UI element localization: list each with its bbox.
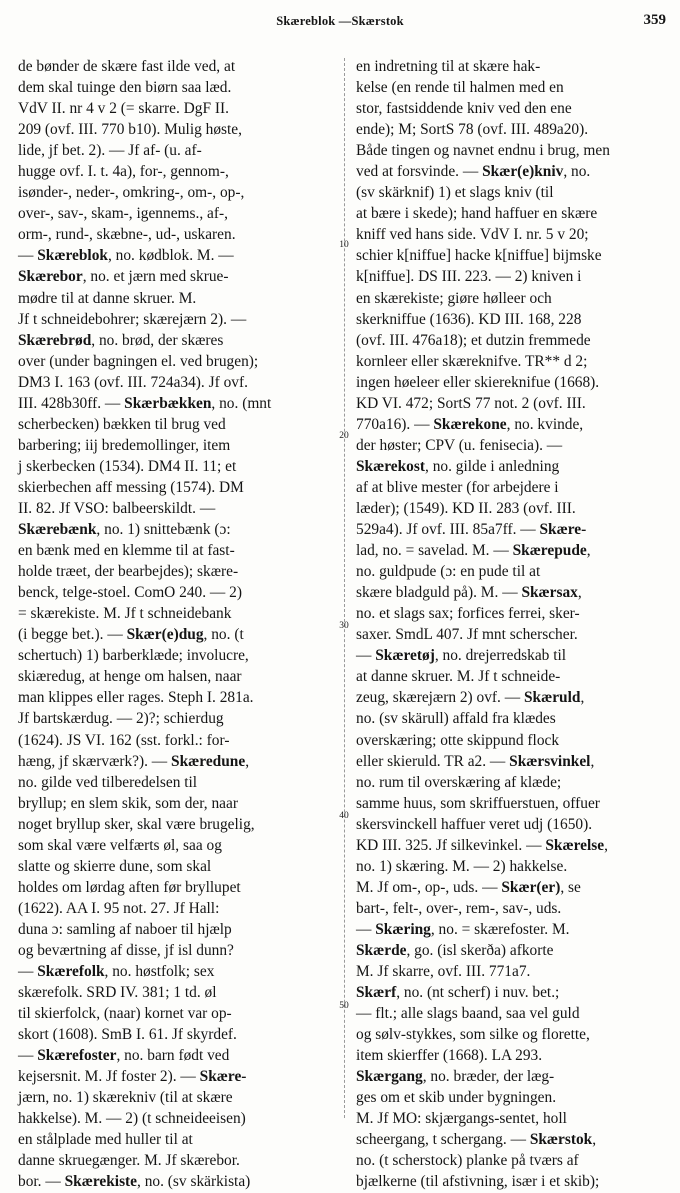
text-line: Skærebor, no. et jærn med skrue-	[18, 268, 229, 286]
text-line: skiæredug, at henge om halsen, naar	[18, 668, 242, 686]
text-line: skerkniffue (1636). KD III. 168, 228	[356, 310, 582, 328]
headword: Skæreblok	[37, 247, 108, 265]
text-line: holde træet, der bearbejdes); skære-	[18, 563, 239, 581]
text-line: hæng, jf skærværk?). — Skæredune,	[18, 752, 250, 770]
text-line: Skærekost, no. gilde i anledning	[356, 457, 560, 475]
text-line: Skærgang, no. bræder, der læg-	[356, 1068, 555, 1086]
headword: Skærepude	[512, 542, 587, 560]
text-line: de bønder de skære fast ilde ved, at	[18, 58, 236, 75]
text-line: kornleer eller skæreknifve. TR** d 2;	[356, 352, 588, 370]
text-line: slatte og skierre dune, som skal	[18, 857, 212, 875]
text-line: og sølv-stykkes, som silke og florette,	[356, 1026, 590, 1044]
text-line: skort (1608). SmB I. 61. Jf skyrdef.	[18, 1026, 237, 1044]
text-line: som skal være velfærts øl, saa og	[18, 836, 222, 854]
text-line: isønder-, neder-, omkring-, om-, op-,	[18, 184, 245, 202]
text-line: KD VI. 472; SortS 77 not. 2 (ovf. III.	[356, 394, 586, 412]
text-line: 529a4). Jf ovf. III. 85a7ff. — Skære-	[356, 521, 587, 539]
text-line: en skærekiste; giøre hølleer och	[356, 289, 552, 307]
headword: Skæredune	[171, 752, 246, 770]
headword: Skærebænk	[18, 521, 97, 539]
text-line: ges om et skib under bygningen.	[356, 1089, 557, 1107]
right-column	[356, 56, 667, 1191]
text-line: mødre til at danne skruer. M.	[18, 289, 197, 307]
text-line: schier k[niffue] hacke k[niffue] bijmske	[356, 247, 602, 265]
headword: Skære-	[539, 521, 587, 539]
text-line: (1624). JS VI. 162 (sst. forkl.: for-	[18, 731, 230, 749]
text-line: at bære i skede); hand haffuer en skære	[356, 205, 598, 223]
text-line: bart-, felt-, over-, rem-, sav-, uds.	[356, 899, 562, 917]
text-line: bjælkerne (til afstivning, især i et skib);	[356, 1173, 600, 1191]
line-number: 10	[339, 240, 349, 250]
page-header	[0, 14, 680, 34]
text-line: — flt.; alle slags baand, saa vel guld	[356, 1005, 580, 1023]
headword: Skærbækken	[124, 394, 212, 412]
text-line: barbering; iij bredemollinger, item	[18, 436, 231, 454]
text-line: skære bladguld på). M. — Skærsax,	[356, 584, 582, 602]
text-line: eller skieruld. TR a2. — Skærsvinkel,	[356, 752, 595, 770]
text-line: zeug, skærejærn 2) ovf. — Skæruld,	[356, 689, 585, 707]
line-number: 20	[339, 431, 349, 441]
text-line: duna ɔ: samling af naboer til hjælp	[18, 920, 232, 938]
text-line: kniff ved hans side. VdV I. nr. 5 v 20;	[356, 226, 589, 244]
text-line: no. gilde ved tilberedelsen til	[18, 773, 198, 791]
text-line: = skærekiste. M. Jf t schneidebank	[18, 605, 232, 623]
text-line: item skierffer (1668). LA 293.	[356, 1047, 543, 1065]
text-line: en indretning til at skære hak-	[356, 58, 541, 75]
text-line: af at blive mester (for arbejdere i	[356, 478, 559, 496]
text-line: ingen høeleer eller skiereknifue (1668).	[356, 373, 600, 391]
text-line: danne skruegænger. M. Jf skærebor.	[18, 1152, 240, 1170]
headword: Skærekiste	[64, 1173, 138, 1191]
text-line: over (under bagningen el. ved brugen);	[18, 352, 259, 370]
text-line: ved at forsvinde. — Skær(e)kniv, no.	[356, 163, 591, 181]
headword: Skærekost	[356, 457, 425, 475]
text-line: stor, fastsiddende kniv ved den ene	[356, 100, 572, 118]
text-line: no. et slags sax; forfices ferrei, sker-	[356, 605, 580, 623]
text-line: Både tingen og navnet endnu i brug, men	[356, 142, 610, 160]
text-line: læder); (1549). KD II. 283 (ovf. III.	[356, 499, 576, 517]
text-line: Skærebænk, no. 1) snittebænk (ɔ:	[18, 521, 231, 539]
text-line: skærefolk. SRD IV. 381; 1 td. øl	[18, 984, 217, 1002]
headword: Skær(e)dug	[126, 626, 204, 644]
text-line: at danne skruer. M. Jf t schneide-	[356, 668, 561, 686]
headword: Skærsax	[521, 584, 578, 602]
text-line: no. rum til overskæring af klæde;	[356, 773, 562, 791]
headword: Skærebor	[18, 268, 83, 286]
text-line: Skærf, no. (nt scherf) i nuv. bet.;	[356, 984, 560, 1002]
text-line: no. 1) skæring. M. — 2) hakkelse.	[356, 857, 568, 875]
text-line: hugge ovf. I. t. 4a), for-, gennom-,	[18, 163, 229, 181]
headword: Skærstok	[529, 1131, 593, 1149]
headword: Skære-	[199, 1068, 247, 1086]
text-line: 770a16). — Skærekone, no. kvinde,	[356, 415, 584, 433]
page-number: 359	[643, 12, 666, 28]
text-line: noget bryllup sker, skal være brugelig,	[18, 815, 255, 833]
text-line: benck, telge-stoel. ComO 240. — 2)	[18, 584, 242, 602]
headword: Skæretøj	[375, 647, 435, 665]
text-line: orm-, rund-, skæbne-, ud-, uskaren.	[18, 226, 236, 244]
text-line: — Skærefolk, no. høstfolk; sex	[18, 963, 215, 981]
text-line: M. Jf om-, op-, uds. — Skær(er), se	[356, 878, 581, 896]
text-line: (ovf. III. 476a18); et dutzin fremmede	[356, 331, 591, 349]
text-line: Skærebrød, no. brød, der skæres	[18, 331, 224, 349]
text-line: saxer. SmdL 407. Jf mnt scherscher.	[356, 626, 578, 644]
text-line: ende); M; SortS 78 (ovf. III. 489a20).	[356, 121, 589, 139]
text-line: hakkelse). M. — 2) (t schneideeisen)	[18, 1110, 246, 1128]
text-line: samme huus, som skriffuerstuen, offuer	[356, 794, 600, 812]
headword: Skærelse	[545, 836, 605, 854]
text-line: KD III. 325. Jf silkevinkel. — Skærelse,	[356, 836, 608, 854]
text-line: DM3 I. 163 (ovf. III. 724a34). Jf ovf.	[18, 373, 248, 391]
line-number: 40	[339, 811, 349, 821]
headword: Skærefolk	[37, 963, 105, 981]
text-line: no. (sv skärull) affald fra klædes	[356, 710, 556, 728]
text-line: en stålplade med huller til at	[18, 1131, 193, 1149]
text-line: scherbecken) bækken til brug ved	[18, 415, 226, 433]
text-line: til skierfolck, (naar) kornet var op-	[18, 1005, 232, 1023]
text-line: bryllup; en slem skik, som der, naar	[18, 794, 238, 812]
text-line: lide, jf bet. 2). — Jf af- (u. af-	[18, 142, 202, 160]
text-line: III. 428b30ff. — Skærbækken, no. (mnt	[18, 394, 272, 412]
text-line: (sv skärknif) 1) et slags kniv (til	[356, 184, 554, 202]
headword: Skærde	[356, 941, 407, 959]
text-line: M. Jf MO: skjærgangs-sentet, holl	[356, 1110, 567, 1128]
text-line: Jf t schneidebohrer; skærejærn 2). —	[18, 310, 247, 328]
text-line: 209 (ovf. III. 770 b10). Mulig høste,	[18, 121, 242, 139]
text-line: no. (t scherstock) planke på tværs af	[356, 1152, 579, 1170]
headword: Skærekone	[433, 415, 507, 433]
text-line: dem skal tuinge den biørn saa læd.	[18, 79, 232, 97]
text-line: holdes om lørdag aften før bryllupet	[18, 878, 241, 896]
text-line: skersvinckell haffuer veret udj (1650).	[356, 815, 593, 833]
text-line: over-, sav-, skam-, igennems., af-,	[18, 205, 228, 223]
text-line: (1622). AA I. 95 not. 27. Jf Hall:	[18, 899, 220, 917]
line-number: 50	[339, 1001, 349, 1011]
column-divider	[344, 58, 345, 1118]
text-line: schertuch) 1) barberklæde; involucre,	[18, 647, 249, 665]
text-line: scheergang, t schergang. — Skærstok,	[356, 1131, 597, 1149]
left-column	[18, 56, 334, 1191]
text-line: — Skærefoster, no. barn født ved	[18, 1047, 230, 1065]
text-line: overskæring; otte skippund flock	[356, 731, 560, 749]
text-line: og beværtning af disse, jf isl dunn?	[18, 941, 234, 959]
text-line: — Skæring, no. = skærefoster. M.	[356, 920, 570, 938]
text-line: kejsersnit. M. Jf foster 2). — Skære-	[18, 1068, 247, 1086]
headword: Skærebrød	[18, 331, 92, 349]
text-line: — Skæretøj, no. drejerredskab til	[356, 647, 567, 665]
text-line: der høster; CPV (u. fenisecia). —	[356, 436, 563, 454]
text-line: lad, no. = savelad. M. — Skærepude,	[356, 542, 591, 560]
text-line: VdV II. nr 4 v 2 (= skarre. DgF II.	[18, 100, 229, 118]
running-head: Skæreblok —Skærstok	[276, 14, 404, 28]
text-line: Skærde, go. (isl skerða) afkorte	[356, 941, 554, 959]
text-line: M. Jf skarre, ovf. III. 771a7.	[356, 963, 531, 981]
text-line: k[niffue]. DS III. 223. — 2) kniven i	[356, 268, 582, 286]
text-line: — Skæreblok, no. kødblok. M. —	[18, 247, 234, 265]
text-line: en bænk med en klemme til at fast-	[18, 542, 235, 560]
text-line: skierbechen aff messing (1574). DM	[18, 478, 244, 496]
headword: Skær(e)kniv	[482, 163, 564, 181]
text-line: (i begge bet.). — Skær(e)dug, no. (t	[18, 626, 244, 644]
headword: Skæring	[375, 920, 431, 938]
headword: Skær(er)	[501, 878, 561, 896]
line-number: 30	[339, 621, 349, 631]
text-line: bor. — Skærekiste, no. (sv skärkista)	[18, 1173, 251, 1191]
text-line: man klippes eller rages. Steph I. 281a.	[18, 689, 254, 707]
headword: Skæruld	[523, 689, 581, 707]
text-line: II. 82. Jf VSO: balbeerskildt. —	[18, 499, 216, 517]
headword: Skærf	[356, 984, 397, 1002]
headword: Skærefoster	[37, 1047, 117, 1065]
text-line: no. guldpude (ɔ: en pude til at	[356, 563, 541, 581]
text-line: kelse (en rende til halmen med en	[356, 79, 564, 97]
text-line: jærn, no. 1) skærekniv (til at skære	[18, 1089, 233, 1107]
headword: Skærgang	[356, 1068, 423, 1086]
text-line: j skerbecken (1534). DM4 II. 11; et	[18, 457, 237, 475]
headword: Skærsvinkel	[509, 752, 591, 770]
text-line: Jf bartskærdug. — 2)?; schierdug	[18, 710, 224, 728]
